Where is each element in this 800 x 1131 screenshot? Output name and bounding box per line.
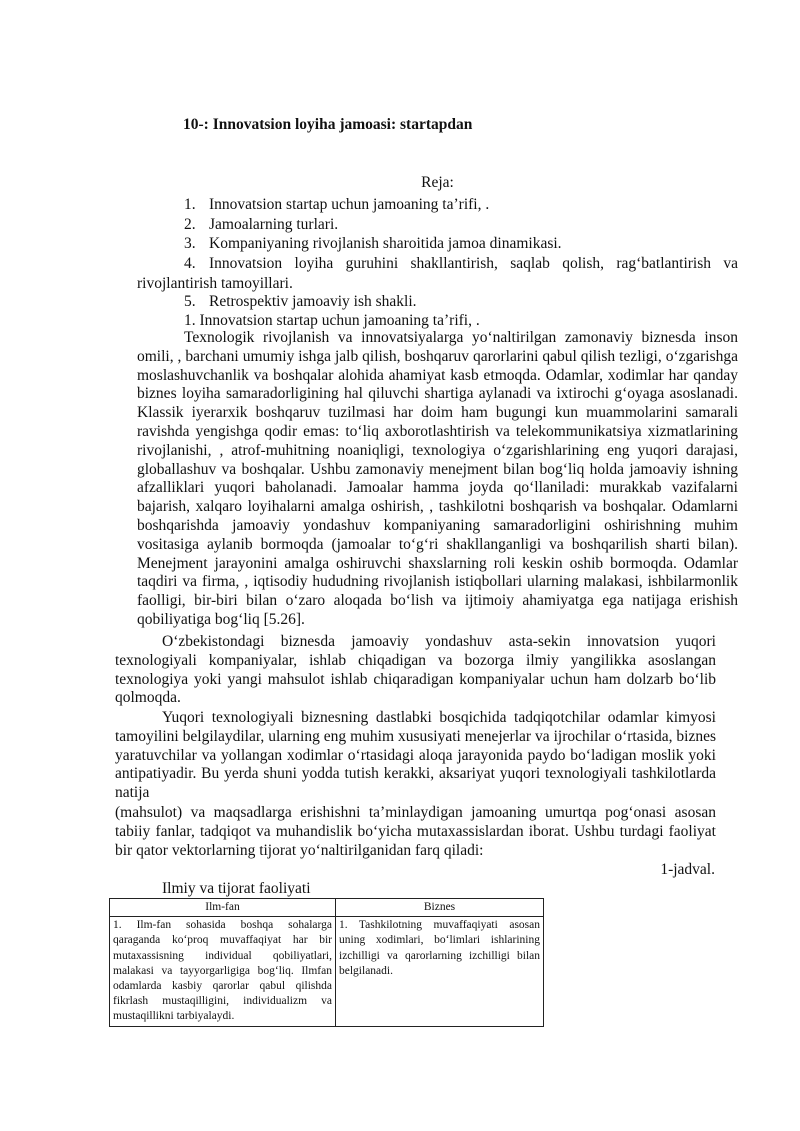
plan-item: [184, 292, 417, 312]
table-header-cell: Ilm-fan: [110, 899, 336, 917]
plan-item-number: 5.: [184, 293, 196, 310]
document-title: 10-: Innovatsion loyiha jamoasi: startapdan: [183, 116, 473, 133]
plan-item-text: Retrospektiv jamoaviy ish shakli.: [209, 293, 417, 310]
plan-item-number: 3.: [184, 235, 196, 252]
table-cell: 1. Tashkilotning muvaffaqiyati asosan uning xodimlari, bo‘limlari ishlarining izchilligi va qarorlarning izchilligi bilan belgilanadi.: [336, 917, 544, 1026]
table-row: [110, 917, 544, 1026]
plan-heading: Reja:: [421, 174, 454, 191]
table-header-cell: Biznes: [336, 899, 544, 917]
body-paragraph: O‘zbekistondagi biznesda jamoaviy yondashuv asta-sekin innovatsion yuqori texnologiyali kompaniyalar, ishlab chiqadigan va bozorga ilmiy yangilikka asoslangan texnologiya yoki yangi mahsulot ishlab chiqaradigan kompaniyalar uchun ham dolzarb bo‘lib qolmoqda.: [115, 633, 716, 707]
plan-item-number: 1.: [184, 196, 196, 213]
table-cell: 1. Ilm-fan sohasida boshqa sohalarga qaraganda ko‘proq muvaffaqiyat har bir mutaxassisning individual qobiliyatlari, malakasi va tayyorgarligiga bog‘liq. Ilmfan odamlarda kasbiy qarorlar qabul qilishda fikrlash mustaqilligini, individualizm va mustaqillikni tarbiyalaydi.: [110, 917, 336, 1026]
plan-item-text: Innovatsion loyiha guruhini shakllantirish, saqlab qolish, rag‘batlantirish va rivojlantirish tamoyillari.: [137, 255, 738, 292]
plan-item-text: Innovatsion startap uchun jamoaning ta’rifi, .: [209, 196, 490, 213]
table-header-row: [110, 899, 544, 917]
plan-item: [137, 254, 738, 293]
plan-item-number: 4.: [184, 255, 196, 272]
plan-item-text: Kompaniyaning rivojlanish sharoitida jamoa dinamikasi.: [209, 235, 562, 252]
plan-item-text: Jamoalarning turlari.: [209, 216, 339, 233]
body-paragraph: Yuqori texnologiyali biznesning dastlabki bosqichida tadqiqotchilar odamlar kimyosi tamoyilini belgilaydilar, ularning eng muhim xususiyati menejerlar va ijrochilar o‘rtasida, biznes yaratuvchilar va yollangan xodimlar o‘rtasidagi aloqa jarayonida paydo bo‘ladigan moslik yoki antipatiyadir. Bu yerda shuni yodda tutish kerakki, aksariyat yuqori texnologiyali tashkilotlarda natija: [115, 709, 716, 802]
table-number: 1-jadval.: [660, 861, 715, 878]
plan-item-number: 2.: [184, 216, 196, 233]
section-heading: 1. Innovatsion startap uchun jamoaning ta’rifi, .: [184, 312, 480, 329]
comparison-table: [109, 898, 544, 1027]
body-paragraph: (mahsulot) va maqsadlarga erishishni ta’minlaydigan jamoaning umurtqa pog‘onasi asosan tabiiy fanlar, tadqiqot va muhandislik bo‘yicha mutaxassislardan iborat. Ushbu turdagi faoliyat bir qator vektorlarning tijorat yo‘naltirilganidan farq qiladi:: [115, 804, 716, 859]
table-caption: Ilmiy va tijorat faoliyati: [162, 880, 311, 897]
plan-item: [184, 195, 489, 215]
plan-item: [184, 215, 338, 235]
body-paragraph: Texnologik rivojlanish va innovatsiyalarga yo‘naltirilgan zamonaviy biznesda inson omili, , barchani umumiy ishga jalb qilish, boshqaruv qarorlarini qabul qilish tezligi, o‘zgarishga moslashuvchanlik va boshqalar alohida ahamiyat kasb etmoqda. Odamlar, xodimlar har qanday biznes loyiha samaradorligining hal qiluvchi shartiga aylanadi va ixtirochi g‘oyaga asoslanadi. Klassik iyerarxik boshqaruv tuzilmasi har doim ham bugungi kun muammolarini samarali ravishda yengishga qodir emas: to‘liq axborotlashtirish va telekommunikatsiya xizmatlarining rivojlanishi, , atrof-muhitning noaniqligi, texnologiya o‘zgarishlarining eng yuqori darajasi, globallashuv va boshqalar. Ushbu zamonaviy menejment bilan bog‘liq holda jamoaviy ishning afzalliklari yuqori baholanadi. Jamoalar hamma joyda qo‘llaniladi: murakkab vazifalarni bajarish, xalqaro loyihalarni amalga oshirish, , tashkilotni boshqarish va boshqalar. Odamlarni boshqarishda jamoaviy yondashuv kompaniyaning samaradorligini oshirishning muhim vositasiga aylanib bormoqda (jamoalar to‘g‘ri shakllanganligi va boshqarilish sharti bilan). Menejment jarayonini amalga oshiruvchi shaxslarning roli keskin oshib bormoqda. Odamlar taqdiri va firma, , iqtisodiy hududning rivojlanish istiqbollari ularning malakasi, ishbilarmonlik faolligi, bir-biri bilan o‘zaro aloqada bo‘lish va ijtimoiy ahamiyatga ega natijaga erishish qobiliyatiga bog‘liq [5.26].: [137, 329, 738, 628]
plan-item: [184, 234, 562, 254]
